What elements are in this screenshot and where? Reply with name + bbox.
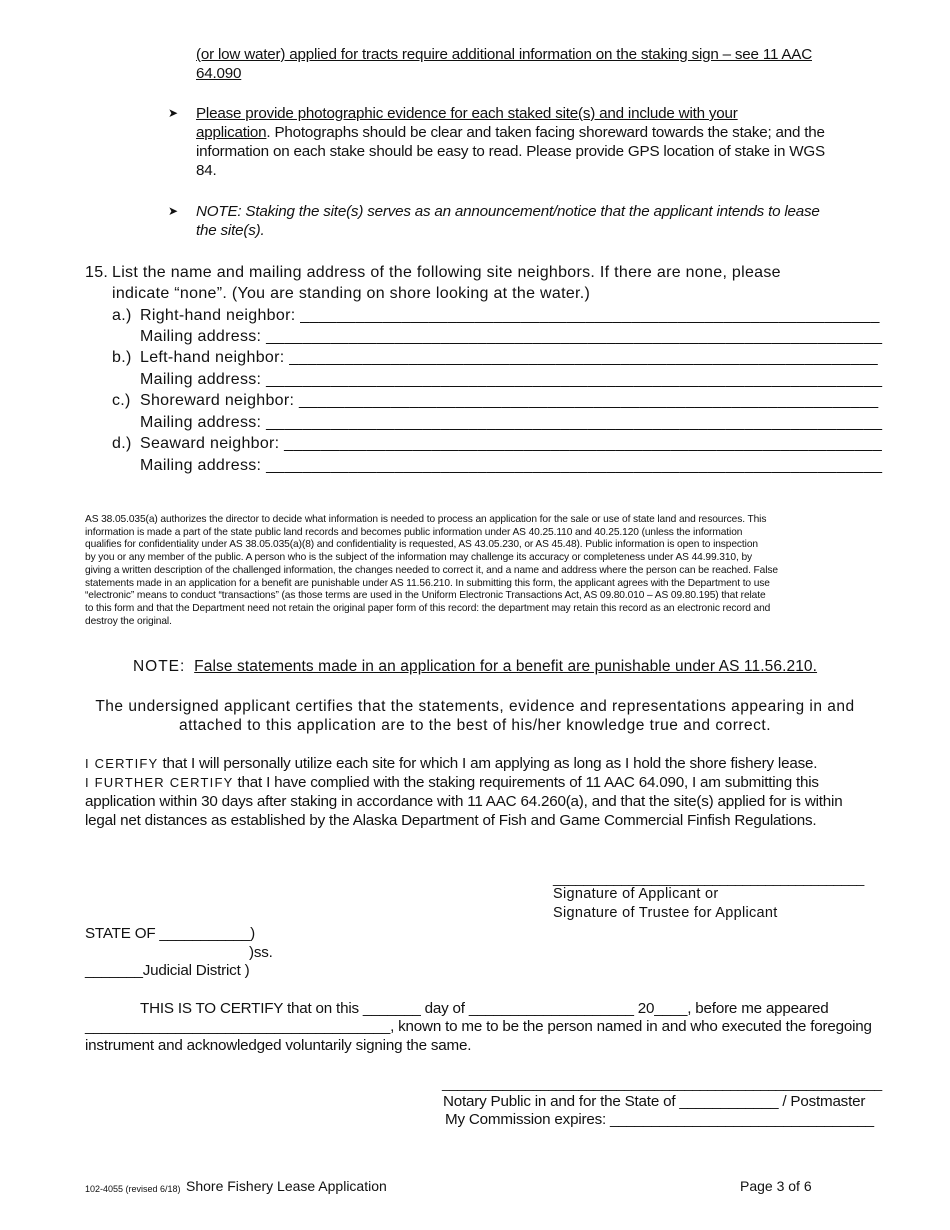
applicant-certification: The undersigned applicant certifies that the statements, evidence and representations appearing in and xyxy=(95,698,855,715)
arrow-bullet-icon: ➤ xyxy=(168,204,179,218)
i-certify-statement: I CERTIFY that I will personally utilize each site for which I am applying as long as I hold the shore fishery lease. xyxy=(85,755,818,772)
seaward-mailing-field[interactable]: Mailing address: ___________________________________________________________________ xyxy=(140,457,883,474)
further-certify-statement: legal net distances as established by the Alaska Department of Fish and Game Commercial Finfish Regulations. xyxy=(85,812,817,829)
right-hand-mailing-field[interactable]: Mailing address: ___________________________________________________________________ xyxy=(140,328,883,345)
footer-title: Shore Fishery Lease Application xyxy=(186,1178,387,1194)
question-text: indicate “none”. (You are standing on shore looking at the water.) xyxy=(112,285,591,302)
left-hand-mailing-field[interactable]: Mailing address: ___________________________________________________________________ xyxy=(140,371,883,388)
arrow-bullet-icon: ➤ xyxy=(168,106,179,120)
applicant-certification: attached to this application are to the best of his/her knowledge true and correct. xyxy=(178,717,772,734)
page-number: Page 3 of 6 xyxy=(740,1178,812,1194)
state-of-field[interactable]: STATE OF ___________) xyxy=(85,925,255,942)
neighbor-letter: a.) xyxy=(112,307,132,324)
judicial-district-field[interactable]: _______Judicial District ) xyxy=(85,962,250,979)
question-text: List the name and mailing address of the following site neighbors. If there are none, please xyxy=(112,264,781,281)
neighbor-letter: b.) xyxy=(112,349,132,366)
question-number: 15. xyxy=(85,264,109,281)
applicant-signature-line[interactable]: _________________________________________ xyxy=(553,870,865,886)
acknowledgement-text: _____________________________________, known to me to be the person named in and who executed the foregoing xyxy=(85,1018,872,1035)
acknowledgement-text: instrument and acknowledged voluntarily signing the same. xyxy=(85,1037,472,1054)
photo-evidence-text: application. Photographs should be clear and taken facing shoreward towards the stake; and the xyxy=(196,124,825,141)
continued-text-line: (or low water) applied for tracts require additional information on the staking sign – see 11 AAC xyxy=(196,46,812,63)
neighbor-letter: d.) xyxy=(112,435,132,452)
seaward-neighbor-field[interactable]: Seaward neighbor: _________________________________________________________________ xyxy=(140,435,883,452)
form-number: 102-4055 (revised 6/18) xyxy=(85,1184,181,1194)
notary-signature-line[interactable]: __________________________________________________________ xyxy=(442,1075,882,1091)
staking-note-text: the site(s). xyxy=(196,222,265,239)
further-certify-statement: I FURTHER CERTIFY that I have complied with the staking requirements of 11 AAC 64.090, I am submitting this xyxy=(85,774,819,791)
signature-label: Signature of Applicant or xyxy=(553,886,719,902)
photo-evidence-text: 84. xyxy=(196,162,217,179)
shoreward-neighbor-field[interactable]: Shoreward neighbor: _______________________________________________________________ xyxy=(140,392,879,409)
signature-label: Signature of Trustee for Applicant xyxy=(553,905,778,921)
acknowledgement-text: THIS IS TO CERTIFY that on this _______ day of ____________________ 20____, before me appeared xyxy=(140,1000,829,1017)
notary-state-field[interactable]: Notary Public in and for the State of ____________ / Postmaster xyxy=(443,1093,866,1110)
false-statement-note: NOTE: False statements made in an application for a benefit are punishable under AS 11.56.210. xyxy=(132,658,818,675)
continued-text-line: 64.090 xyxy=(196,65,242,82)
statute-notice: AS 38.05.035(a) authorizes the director to decide what information is needed to process an application for the sale or use of state land and resources. This information is made a part of the state public land records and becomes public information under AS 40.25.110 and 40.25.120 (unless the information qualifies for confidentiality under AS 38.05.035(a)(8) and confidentiality is requested, AS 43.05.230, or AS 45.48). Public information is open to inspection by you or any member of the public. A person who is the subject of the information may challenge its accuracy or completeness under AS 44.99.310, by giving a written description of the challenged information, the changes needed to correct it, and a name and address where the person can be reached. False statements made in an application for a benefit are punishable under AS 11.56.210. In submitting this form, the applicant agrees with the Department to use “electronic” means to conduct “transactions” (as those terms are used in the Uniform Electronic Transactions Act, AS 09.80.010 – AS 09.80.195) that relate to this form and that the Department need not retain the original paper form of this record: the department may retain this record as an electronic record and destroy the original. xyxy=(85,514,778,627)
photo-evidence-text: information on each stake should be easy to read. Please provide GPS location of stake in WGS xyxy=(196,143,825,160)
shoreward-mailing-field[interactable]: Mailing address: ___________________________________________________________________ xyxy=(140,414,883,431)
photo-evidence-text: Please provide photographic evidence for each staked site(s) and include with your xyxy=(196,105,738,122)
ss-mark: )ss. xyxy=(249,944,273,961)
staking-note-text: NOTE: Staking the site(s) serves as an announcement/notice that the applicant intends to lease xyxy=(196,203,820,220)
left-hand-neighbor-field[interactable]: Left-hand neighbor: ________________________________________________________________ xyxy=(140,349,878,366)
right-hand-neighbor-field[interactable]: Right-hand neighbor: _______________________________________________________________ xyxy=(140,307,880,324)
commission-expires-field[interactable]: My Commission expires: ________________________________ xyxy=(445,1111,874,1128)
further-certify-statement: application within 30 days after staking in accordance with 11 AAC 64.260(a), and that the site(s) applied for is within xyxy=(85,793,843,810)
neighbor-letter: c.) xyxy=(112,392,131,409)
